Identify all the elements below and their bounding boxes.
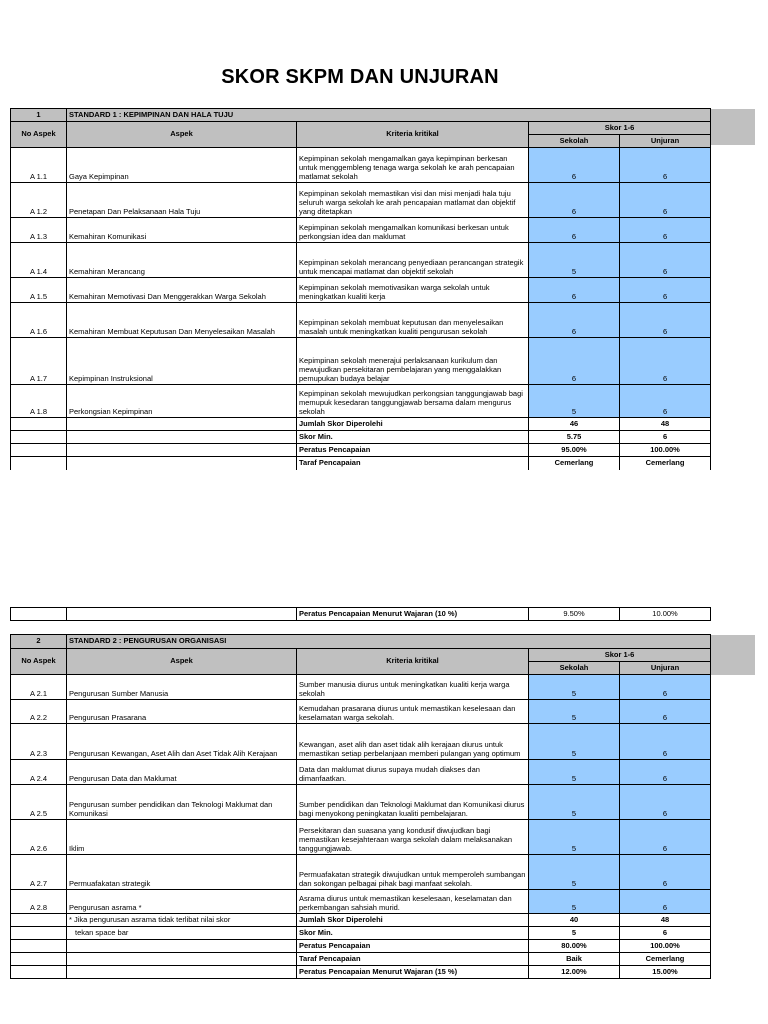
summary-sekolah: 5.75 [529,431,620,444]
standard1-table [10,108,711,470]
score-sekolah[interactable]: 5 [529,760,620,785]
summary-label: Jumlah Skor Diperolehi [297,418,529,431]
table-row [11,675,711,700]
col-kriteria: Kriteria kritikal [297,649,529,675]
aspek-no: A 1.1 [11,148,67,183]
aspek-no: A 2.6 [11,820,67,855]
col-kriteria: Kriteria kritikal [297,122,529,148]
page-title: SKOR SKPM DAN UNJURAN [221,66,499,88]
score-sekolah[interactable]: 5 [529,785,620,820]
standard1-title: STANDARD 1 : KEPIMPINAN DAN HALA TUJU [67,109,711,122]
summary-label: Peratus Pencapaian [297,940,529,953]
summary-sekolah: 40 [529,914,620,927]
header-side-tab-2 [710,635,755,675]
table-row [11,303,711,338]
table-row [11,855,711,890]
summary-label: Jumlah Skor Diperolehi [297,914,529,927]
aspek-no: A 2.4 [11,760,67,785]
table-row [11,148,711,183]
score-sekolah[interactable]: 5 [529,700,620,724]
score-sekolah[interactable]: 5 [529,675,620,700]
summary-row [11,418,711,431]
standard2-number: 2 [11,635,67,649]
kriteria-text: Kepimpinan sekolah mengamalkan gaya kepimpinan berkesan untuk menggembleng tenaga warga sekolah ke arah pencapaian matlamat sekolah [297,148,529,183]
aspek-no: A 1.7 [11,338,67,385]
aspek-no: A 2.1 [11,675,67,700]
col-aspek: Aspek [67,649,297,675]
score-unjuran[interactable]: 6 [620,303,711,338]
standard2-title: STANDARD 2 : PENGURUSAN ORGANISASI [67,635,711,649]
score-sekolah[interactable]: 5 [529,890,620,914]
score-sekolah[interactable]: 6 [529,148,620,183]
score-unjuran[interactable]: 6 [620,675,711,700]
aspek-name: Perkongsian Kepimpinan [67,385,297,418]
table-row [11,218,711,243]
summary-label: Taraf Pencapaian [297,953,529,966]
col-unjuran: Unjuran [620,662,711,675]
wajaran-unjuran: 10.00% [620,608,711,621]
summary-unjuran: Cemerlang [620,457,711,470]
summary-unjuran: Cemerlang [620,953,711,966]
col-aspek: Aspek [67,122,297,148]
header-side-tab [710,109,755,145]
score-unjuran[interactable]: 6 [620,278,711,303]
summary-unjuran: 48 [620,914,711,927]
aspek-no: A 1.5 [11,278,67,303]
aspek-name: Kemahiran Membuat Keputusan Dan Menyelesaikan Masalah [67,303,297,338]
score-unjuran[interactable]: 6 [620,385,711,418]
score-unjuran[interactable]: 6 [620,890,711,914]
standard1-number: 1 [11,109,67,122]
score-unjuran[interactable]: 6 [620,243,711,278]
aspek-no: A 1.2 [11,183,67,218]
aspek-name: Iklim [67,820,297,855]
aspek-no: A 1.8 [11,385,67,418]
summary-sekolah: 95.00% [529,444,620,457]
summary-unjuran: 100.00% [620,444,711,457]
kriteria-text: Sumber pendidikan dan Teknologi Maklumat dan Komunikasi diurus bagi menyokong peningkatan kualiti pembelajaran. [297,785,529,820]
table-row [11,760,711,785]
wajaran-sekolah: 9.50% [529,608,620,621]
aspek-name: Gaya Kepimpinan [67,148,297,183]
summary-label: Skor Min. [297,431,529,444]
table-row [11,700,711,724]
table-row [11,785,711,820]
aspek-name: Kemahiran Merancang [67,243,297,278]
standard2-table [10,634,711,979]
score-sekolah[interactable]: 5 [529,724,620,760]
score-sekolah[interactable]: 5 [529,855,620,890]
score-unjuran[interactable]: 6 [620,218,711,243]
summary-sekolah: 46 [529,418,620,431]
summary-row [11,953,711,966]
table-row [11,338,711,385]
col-unjuran: Unjuran [620,135,711,148]
col-skor-range: Skor 1-6 [529,122,711,135]
table-row [11,890,711,914]
summary-row [11,457,711,470]
aspek-name: Permuafakatan strategik [67,855,297,890]
aspek-name: Pengurusan sumber pendidikan dan Teknologi Maklumat dan Komunikasi [67,785,297,820]
table-row [11,278,711,303]
standard1-wajaran-table [10,607,711,621]
summary-row [11,444,711,457]
summary-sekolah: Baik [529,953,620,966]
aspek-no: A 2.7 [11,855,67,890]
summary-unjuran: 6 [620,431,711,444]
aspek-no: A 2.3 [11,724,67,760]
aspek-name: Penetapan Dan Pelaksanaan Hala Tuju [67,183,297,218]
kriteria-text: Permuafakatan strategik diwujudkan untuk memperoleh sumbangan dan sokongan pelbagai pihak bagi manfaat sekolah. [297,855,529,890]
kriteria-text: Kepimpinan sekolah mengamalkan komunikasi berkesan untuk perkongsian idea dan maklumat [297,218,529,243]
kriteria-text: Persekitaran dan suasana yang kondusif diwujudkan bagi memastikan kesejahteraan warga sekolah dalam melaksanakan tanggungjawab. [297,820,529,855]
col-sekolah: Sekolah [529,135,620,148]
kriteria-text: Kemudahan prasarana diurus untuk memastikan keselesaan dan keselamatan warga sekolah. [297,700,529,724]
aspek-name: Pengurusan Sumber Manusia [67,675,297,700]
score-sekolah[interactable]: 6 [529,278,620,303]
summary-unjuran: 100.00% [620,940,711,953]
score-unjuran[interactable]: 6 [620,760,711,785]
score-unjuran[interactable]: 6 [620,338,711,385]
summary-sekolah: 12.00% [529,966,620,979]
kriteria-text: Kepimpinan sekolah menerajui perlaksanaan kurikulum dan mewujudkan persekitaran pembelajaran yang menggalakkan pemupukan budaya belajar [297,338,529,385]
score-unjuran[interactable]: 6 [620,183,711,218]
table-row [11,820,711,855]
summary-unjuran: 48 [620,418,711,431]
score-sekolah[interactable]: 5 [529,385,620,418]
score-unjuran[interactable]: 6 [620,724,711,760]
score-unjuran[interactable]: 6 [620,855,711,890]
table-row [11,243,711,278]
table-row [11,385,711,418]
summary-sekolah: 5 [529,927,620,940]
score-sekolah[interactable]: 6 [529,218,620,243]
kriteria-text: Kepimpinan sekolah merancang penyediaan perancangan strategik untuk mencapai matlamat dan objektif sekolah [297,243,529,278]
kriteria-text: Kepimpinan sekolah memotivasikan warga sekolah untuk meningkatkan kualiti kerja [297,278,529,303]
aspek-name: Kemahiran Memotivasi Dan Menggerakkan Warga Sekolah [67,278,297,303]
score-unjuran[interactable]: 6 [620,820,711,855]
kriteria-text: Asrama diurus untuk memastikan keselesaan, keselamatan dan perkembangan sahsiah murid. [297,890,529,914]
col-sekolah: Sekolah [529,662,620,675]
kriteria-text: Kepimpinan sekolah membuat keputusan dan menyelesaikan masalah untuk meningkatkan kualiti pengurusan sekolah [297,303,529,338]
col-skor-range: Skor 1-6 [529,649,711,662]
summary-label: Peratus Pencapaian Menurut Wajaran (15 %) [297,966,529,979]
aspek-no: A 2.8 [11,890,67,914]
score-unjuran[interactable]: 6 [620,700,711,724]
kriteria-text: Kepimpinan sekolah memastikan visi dan misi menjadi hala tuju seluruh warga sekolah ke arah pencapaian matlamat dan objektif yang ditetapkan [297,183,529,218]
wajaran-label: Peratus Pencapaian Menurut Wajaran (10 %) [297,608,529,621]
aspek-name: Kepimpinan Instruksional [67,338,297,385]
summary-row [11,927,711,940]
score-sekolah[interactable]: 6 [529,338,620,385]
summary-row [11,914,711,927]
summary-row [11,940,711,953]
kriteria-text: Data dan maklumat diurus supaya mudah diakses dan dimanfaatkan. [297,760,529,785]
aspek-no: A 2.2 [11,700,67,724]
col-no-aspek: No Aspek [11,122,67,148]
summary-sekolah: 80.00% [529,940,620,953]
summary-label: Peratus Pencapaian [297,444,529,457]
summary-label: Skor Min. [297,927,529,940]
aspek-name: Pengurusan asrama * [67,890,297,914]
summary-label: Taraf Pencapaian [297,457,529,470]
table-row [11,183,711,218]
score-sekolah[interactable]: 6 [529,183,620,218]
summary-unjuran: 15.00% [620,966,711,979]
kriteria-text: Sumber manusia diurus untuk meningkatkan kualiti kerja warga sekolah [297,675,529,700]
table-row [11,724,711,760]
aspek-name: Pengurusan Kewangan, Aset Alih dan Aset Tidak Alih Kerajaan [67,724,297,760]
summary-row [11,966,711,979]
aspek-name: Kemahiran Komunikasi [67,218,297,243]
kriteria-text: Kepimpinan sekolah mewujudkan perkongsian tanggungjawab bagi memupuk kesedaran tanggungjawab bersama dalam mengurus sekolah [297,385,529,418]
summary-unjuran: 6 [620,927,711,940]
aspek-no: A 1.3 [11,218,67,243]
note-asrama: * Jika pengurusan asrama tidak terlibat nilai skor [67,914,297,927]
summary-row [11,608,711,621]
aspek-no: A 1.6 [11,303,67,338]
kriteria-text: Kewangan, aset alih dan aset tidak alih kerajaan diurus untuk memastikan setiap perbelanjaan memberi pulangan yang optimum [297,724,529,760]
col-no-aspek: No Aspek [11,649,67,675]
score-sekolah[interactable]: 6 [529,303,620,338]
note-space-bar: tekan space bar [67,927,297,940]
aspek-name: Pengurusan Prasarana [67,700,297,724]
score-unjuran[interactable]: 6 [620,148,711,183]
summary-sekolah: Cemerlang [529,457,620,470]
score-sekolah[interactable]: 5 [529,820,620,855]
score-sekolah[interactable]: 5 [529,243,620,278]
aspek-name: Pengurusan Data dan Maklumat [67,760,297,785]
aspek-no: A 1.4 [11,243,67,278]
score-unjuran[interactable]: 6 [620,785,711,820]
summary-row [11,431,711,444]
aspek-no: A 2.5 [11,785,67,820]
